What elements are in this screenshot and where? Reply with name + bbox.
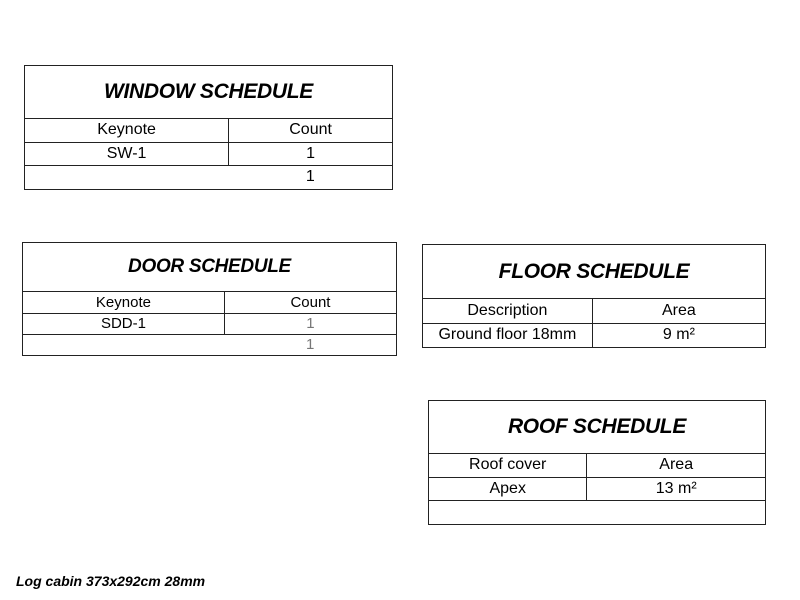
table-row [25,142,392,165]
cell-keynote: SW-1 [25,142,229,165]
cell-description: Ground floor 18mm [423,323,592,347]
roof-schedule [428,400,766,525]
table-header-row [423,299,765,323]
table-total-row [25,165,392,188]
cell-total-count: 1 [229,165,392,188]
floor-schedule-title: FLOOR SCHEDULE [423,245,765,299]
table-row [423,323,765,347]
cell-keynote: SDD-1 [23,313,224,334]
table-row [429,477,765,500]
column-header-roof-cover: Roof cover [469,456,547,474]
column-header-area: Area [587,454,765,477]
column-header-count: Count [229,119,392,142]
window-schedule-table [25,119,392,188]
column-header-keynote: Keynote [97,121,156,139]
cell-total-area [587,500,765,523]
door-schedule-title: DOOR SCHEDULE [23,243,396,292]
roof-schedule-title: ROOF SCHEDULE [429,401,765,454]
cell-total-label [25,165,229,188]
table-total-row [429,500,765,523]
window-schedule-title: WINDOW SCHEDULE [25,66,392,119]
column-header-area: Area [592,299,765,323]
window-schedule [24,65,393,190]
cell-total-label [429,500,587,523]
column-header-keynote: Keynote [95,293,151,311]
cell-total-label [23,334,224,355]
table-header-row [429,454,765,477]
door-schedule-table [23,292,396,355]
cell-area: 9 m² [592,323,765,347]
door-schedule [22,242,397,356]
floor-schedule [422,244,766,348]
roof-schedule-table [429,454,765,523]
cell-count: 1 [229,142,392,165]
table-header-row [23,292,396,313]
cell-count: 1 [224,313,396,334]
table-total-row [23,334,396,355]
cell-total-count: 1 [224,334,396,355]
table-row [23,313,396,334]
footer-caption: Log cabin 373x292cm 28mm [16,573,206,589]
cell-roof-cover: Apex [429,477,587,500]
floor-schedule-table [423,299,765,347]
column-header-description: Description [467,301,548,319]
cell-area: 13 m² [587,477,765,500]
column-header-count: Count [224,292,396,313]
table-header-row [25,119,392,142]
